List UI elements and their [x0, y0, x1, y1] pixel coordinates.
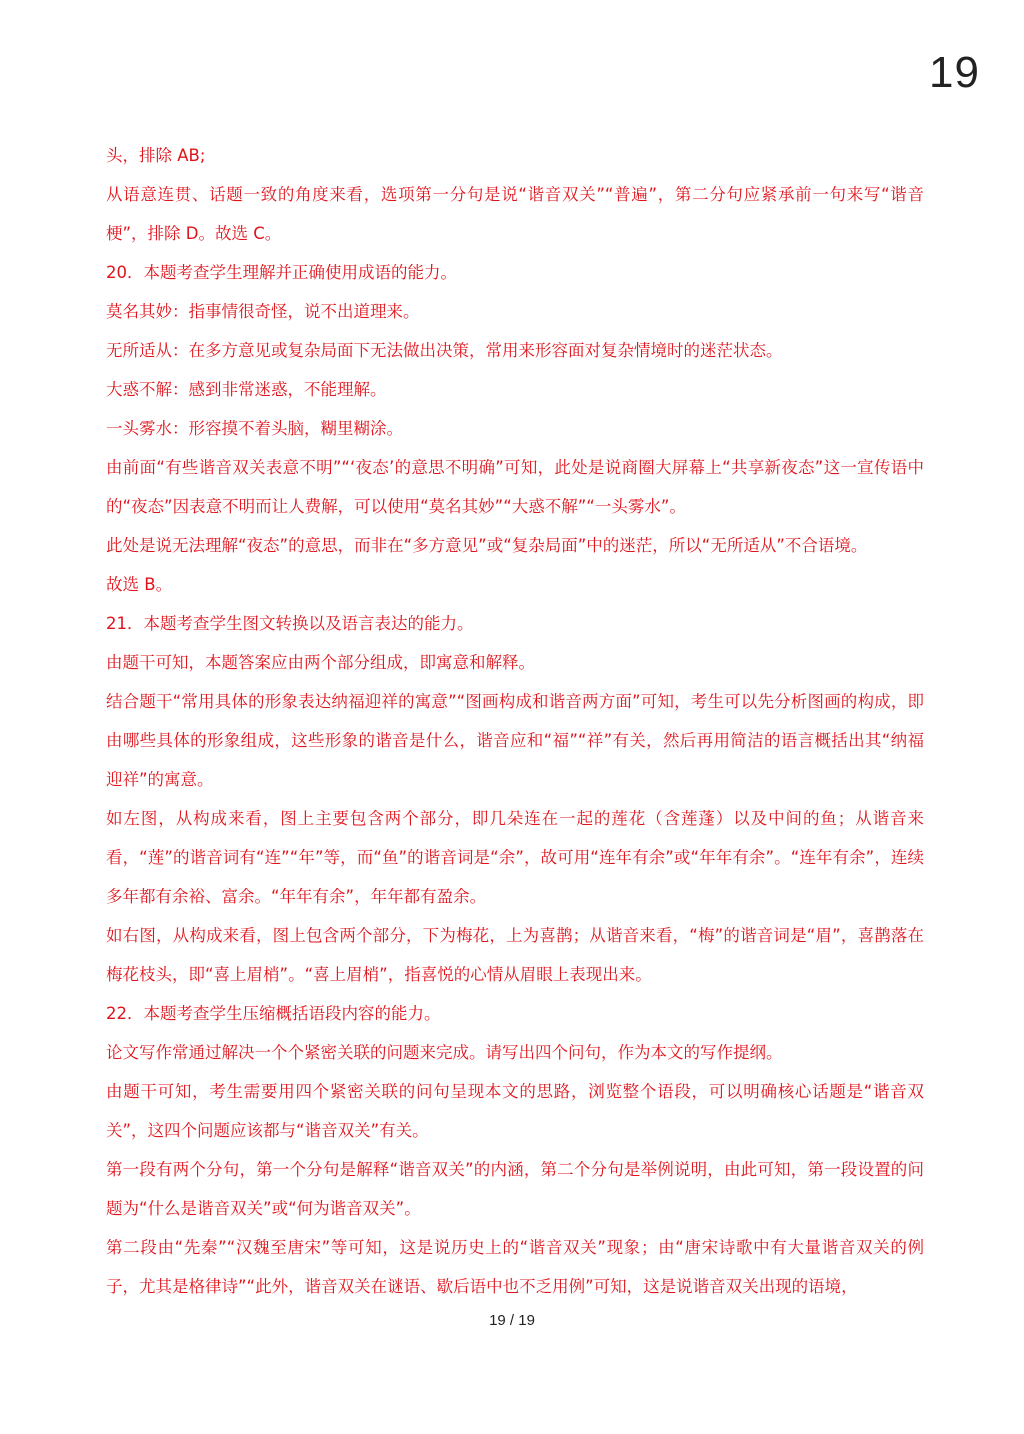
paragraph: 一头雾水：形容摸不着头脑，糊里糊涂。 — [106, 419, 403, 438]
paragraph: 由前面“有些谐音双关表意不明”“‘夜态’的意思不明确”可知，此处是说商圈大屏幕上“共享新夜态”这一宣传语中的“夜态”因表意不明而让人费解，可以使用“莫名其妙”“大惑不解”“一头雾水”。 — [106, 458, 924, 516]
question-21-heading: 21．本题考查学生图文转换以及语言表达的能力。 — [106, 614, 474, 633]
paragraph: 故选 B。 — [106, 575, 173, 594]
corner-page-number: 19 — [929, 48, 980, 97]
paragraph: 如右图，从构成来看，图上包含两个部分，下为梅花，上为喜鹊；从谐音来看，“梅”的谐音词是“眉”，喜鹊落在梅花枝头，即“喜上眉梢”。“喜上眉梢”，指喜悦的心情从眉眼上表现出来。 — [106, 926, 924, 984]
question-20-heading: 20．本题考查学生理解并正确使用成语的能力。 — [106, 263, 457, 282]
paragraph: 由题干可知，本题答案应由两个部分组成，即寓意和解释。 — [106, 653, 535, 672]
paragraph: 如左图，从构成来看，图上主要包含两个部分，即几朵连在一起的莲花（含莲蓬）以及中间的鱼；从谐音来看，“莲”的谐音词有“连”“年”等，而“鱼”的谐音词是“余”，故可用“连年有余”或“年年有余”。“连年有余”，连续多年都有余裕、富余。“年年有余”，年年都有盈余。 — [106, 809, 924, 906]
paragraph: 从语意连贯、话题一致的角度来看，选项第一分句是说“谐音双关”“普遍”，第二分句应紧承前一句来写“谐音梗”，排除 D。故选 C。 — [106, 185, 924, 243]
paragraph: 头，排除 AB; — [106, 146, 206, 165]
answer-explanation-body — [106, 136, 924, 1306]
question-22-heading: 22．本题考查学生压缩概括语段内容的能力。 — [106, 1004, 441, 1023]
paragraph: 无所适从：在多方意见或复杂局面下无法做出决策，常用来形容面对复杂情境时的迷茫状态。 — [106, 341, 783, 360]
paragraph: 论文写作常通过解决一个个紧密关联的问题来完成。请写出四个问句，作为本文的写作提纲。 — [106, 1043, 783, 1062]
paragraph: 第一段有两个分句，第一个分句是解释“谐音双关”的内涵，第二个分句是举例说明，由此可知，第一段设置的问题为“什么是谐音双关”或“何为谐音双关”。 — [106, 1160, 924, 1218]
footer-page-label: 19 / 19 — [489, 1312, 535, 1329]
paragraph: 此处是说无法理解“夜态”的意思，而非在“多方意见”或“复杂局面”中的迷茫，所以“无所适从”不合语境。 — [106, 536, 868, 555]
paragraph: 第二段由“先秦”“汉魏至唐宋”等可知，这是说历史上的“谐音双关”现象；由“唐宋诗歌中有大量谐音双关的例子，尤其是格律诗”“此外，谐音双关在谜语、歇后语中也不乏用例”可知，这是说谐音双关出现的语境， — [106, 1238, 924, 1296]
paragraph: 大惑不解：感到非常迷惑，不能理解。 — [106, 380, 387, 399]
paragraph: 由题干可知，考生需要用四个紧密关联的问句呈现本文的思路，浏览整个语段，可以明确核心话题是“谐音双关”，这四个问题应该都与“谐音双关”有关。 — [106, 1082, 924, 1140]
paragraph: 结合题干“常用具体的形象表达纳福迎祥的寓意”“图画构成和谐音两方面”可知，考生可以先分析图画的构成，即由哪些具体的形象组成，这些形象的谐音是什么，谐音应和“福”“祥”有关，然后再用简洁的语言概括出其“纳福迎祥”的寓意。 — [106, 692, 924, 789]
paragraph: 莫名其妙：指事情很奇怪，说不出道理来。 — [106, 302, 420, 321]
